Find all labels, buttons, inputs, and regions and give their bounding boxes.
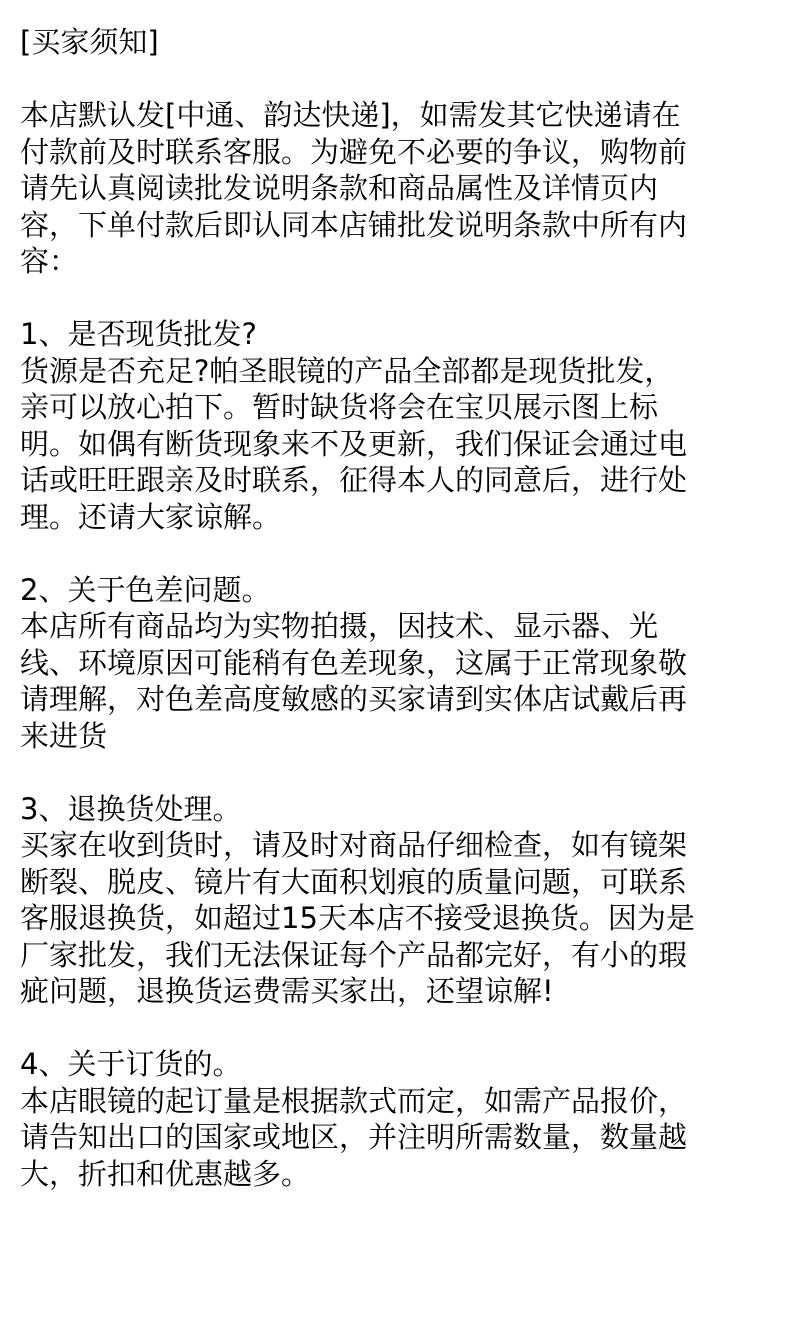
notice-title: [买家须知] xyxy=(20,25,159,59)
section-line: 本店所有商品均为实物拍摄，因技术、显示器、光 xyxy=(20,609,659,643)
spacer xyxy=(20,1010,762,1047)
section-ordering xyxy=(20,1046,762,1192)
intro-line: 容，下单付款后即认同本店铺批发说明条款中所有内 xyxy=(20,207,688,242)
section-line: 货源是否充足?帕圣眼镜的产品全部都是现货批发， xyxy=(20,353,674,388)
spacer xyxy=(20,535,762,572)
section-line: 疵问题，退换货运费需买家出，还望谅解! xyxy=(20,974,554,1008)
section-heading: 2、关于色差问题。 xyxy=(20,572,271,607)
section-line: 请理解，对色差高度敏感的买家请到实体店试戴后再 xyxy=(20,682,688,716)
section-line: 请告知出口的国家或地区，并注明所需数量，数量越 xyxy=(20,1120,688,1154)
section-line: 买家在收到货时，请及时对商品仔细检查，如有镜架 xyxy=(20,828,688,862)
section-line: 厂家批发，我们无法保证每个产品都完好，有小的瑕 xyxy=(20,937,688,972)
section-line: 理。还请大家谅解。 xyxy=(20,499,282,534)
section-returns xyxy=(20,791,762,1010)
section-heading: 1、是否现货批发? xyxy=(20,317,257,351)
section-line: 话或旺旺跟亲及时联系，征得本人的同意后，进行处 xyxy=(20,463,688,497)
section-color-difference xyxy=(20,572,762,755)
section-line: 客服退换货，如超过15天本店不接受退换货。因为是 xyxy=(20,901,695,935)
section-line: 线、环境原因可能稍有色差现象，这属于正常现象敬 xyxy=(20,645,688,680)
intro-line: 本店默认发[中通、韵达快递]，如需发其它快递请在 xyxy=(20,98,681,132)
section-stock xyxy=(20,316,762,535)
intro-line: 请先认真阅读批发说明条款和商品属性及详情页内 xyxy=(20,171,659,205)
section-line: 本店眼镜的起订量是根据款式而定，如需产品报价， xyxy=(20,1083,688,1118)
spacer xyxy=(20,754,762,791)
section-line: 来进货 xyxy=(20,718,108,753)
spacer xyxy=(20,280,762,317)
intro-paragraph xyxy=(20,97,762,280)
intro-line: 容： xyxy=(20,244,79,278)
intro-line: 付款前及时联系客服。为避免不必要的争议，购物前 xyxy=(20,134,688,169)
section-heading: 3、退换货处理。 xyxy=(20,791,242,826)
section-line: 断裂、脱皮、镜片有大面积划痕的质量问题，可联系 xyxy=(20,864,688,899)
spacer xyxy=(20,61,762,98)
section-line: 大，折扣和优惠越多。 xyxy=(20,1156,311,1191)
section-line: 亲可以放心拍下。暂时缺货将会在宝贝展示图上标 xyxy=(20,390,659,424)
section-line: 明。如偶有断货现象来不及更新，我们保证会通过电 xyxy=(20,426,688,461)
section-heading: 4、关于订货的。 xyxy=(20,1047,242,1081)
